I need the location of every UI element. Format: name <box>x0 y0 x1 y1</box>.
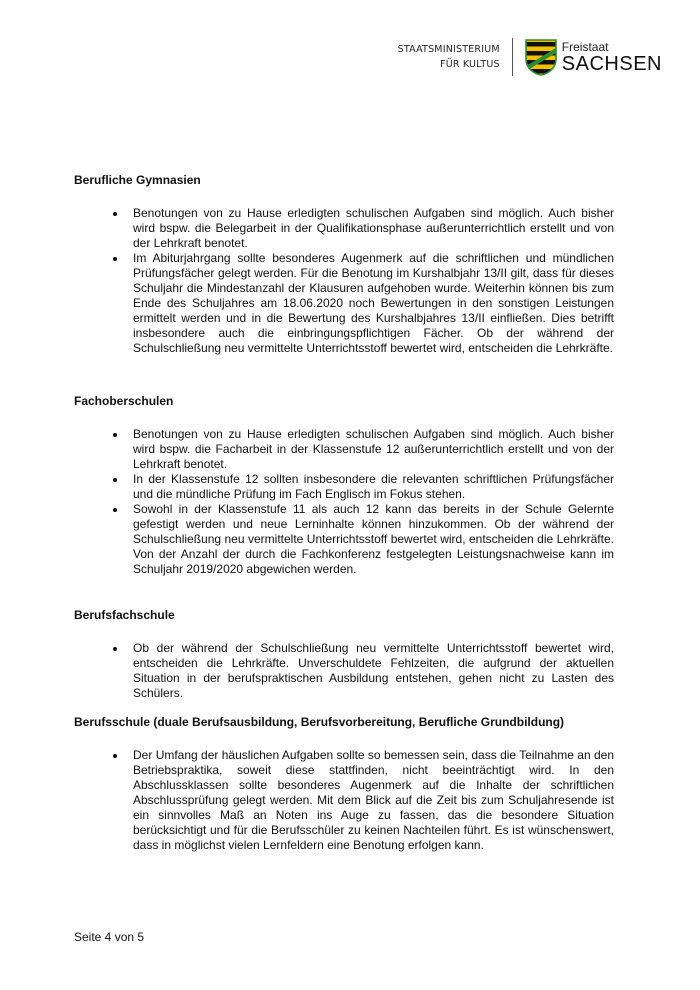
brand-freistaat: Freistaat <box>561 39 609 54</box>
section-berufliche-gymnasien <box>74 173 614 356</box>
ministry-line-1: STAATSMINISTERIUM <box>397 44 500 55</box>
brand-wordmark <box>562 41 662 74</box>
section-title: Berufsfachschule <box>74 608 175 622</box>
section-title: Berufsschule (duale Berufsausbildung, Berufsvorbereitung, Berufliche Grundbildung) <box>74 715 565 729</box>
list-item: Benotungen von zu Hause erledigten schulischen Aufgaben sind möglich. Auch bisher wird bspw. die Belegarbeit in der Qualifikationsphase außerunterrichtlich erstellt und von der Lehrkraft benotet. <box>133 206 614 250</box>
bullet-list <box>74 206 614 356</box>
document-body <box>74 173 614 853</box>
list-item: In der Klassenstufe 12 sollten insbesondere die relevanten schriftlichen Prüfungsfächer und die mündliche Prüfung im Fach Englisch im Fokus stehen. <box>133 472 614 501</box>
section-berufsschule <box>74 715 614 853</box>
section-title: Berufliche Gymnasien <box>74 173 201 187</box>
header-divider <box>512 38 513 76</box>
ministry-name <box>398 42 500 72</box>
list-item: Der Umfang der häuslichen Aufgaben sollte so bemessen sein, dass die Teilnahme an den Betriebspraktika, soweit diese stattfinden, nicht beeinträchtigt wird. In den Abschlussklassen sollte besonderes Augenmerk auf die Inhalte der schriftlichen Abschlussprüfung gelegt werden. Mit dem Blick auf die Zeit bis zum Schuljahresende ist ein sinnvolles Maß an Noten ins Auge zu fassen, das die besondere Situation berücksichtigt und für die Berufsschüler zu keinen Nachteilen führt. Es ist wünschenswert, dass in möglichst vielen Lernfeldern eine Benotung erfolgen kann. <box>133 748 614 852</box>
section-berufsfachschule <box>74 608 614 701</box>
list-item: Ob der während der Schulschließung neu vermittelte Unterrichtsstoff bewertet wird, entscheiden die Lehrkräfte. Unverschuldete Fehlzeiten, die aufgrund der aktuellen Situation in der berufspraktischen Ausbildung entstehen, gehen nicht zu Lasten des Schülers. <box>133 641 614 700</box>
bullet-list <box>74 748 614 853</box>
list-item: Benotungen von zu Hause erledigten schulischen Aufgaben sind möglich. Auch bisher wird bspw. die Facharbeit in der Klassenstufe 12 außerunterrichtlich erstellt und von der Lehrkraft benotet. <box>133 427 614 471</box>
brand-sachsen: SACHSEN <box>561 52 662 75</box>
ministry-line-2: FÜR KULTUS <box>440 59 500 70</box>
saxony-coat-of-arms-icon <box>525 39 557 76</box>
page-number: Seite 4 von 5 <box>74 930 145 944</box>
bullet-list <box>74 641 614 701</box>
list-item: Im Abiturjahrgang sollte besonderes Augenmerk auf die schriftlichen und mündlichen Prüfungsfächer gelegt werden. Für die Benotung im Kurshalbjahr 13/II gilt, dass für dieses Schuljahr die Mindestanzahl der Klausuren aufgehoben wurde. Weiterhin können bis zum Ende des Schuljahres am 18.06.2020 noch Bewertungen in den sonstigen Leistungen ermittelt werden und in die Bewertung des Kurshalbjahres 13/II einfließen. Dies betrifft insbesondere auch die einbringungspflichtigen Fächer. Ob der während der Schulschließung neu vermittelte Unterrichtsstoff bewertet wird, entscheiden die Lehrkräfte. <box>133 251 614 355</box>
section-fachoberschulen <box>74 394 614 577</box>
bullet-list <box>74 427 614 577</box>
page-header <box>398 38 662 76</box>
section-title: Fachoberschulen <box>74 394 174 408</box>
list-item: Sowohl in der Klassenstufe 11 als auch 12 kann das bereits in der Schule Gelernte gefestigt werden und neue Lerninhalte können hinzukommen. Ob der während der Schulschließung neu vermittelte Unterrichtsstoff bewertet wird, entscheiden die Lehrkräfte. Von der Anzahl der durch die Fachkonferenz festgelegten Leistungsnachweise kann im Schuljahr 2019/2020 abgewichen werden. <box>133 502 614 576</box>
